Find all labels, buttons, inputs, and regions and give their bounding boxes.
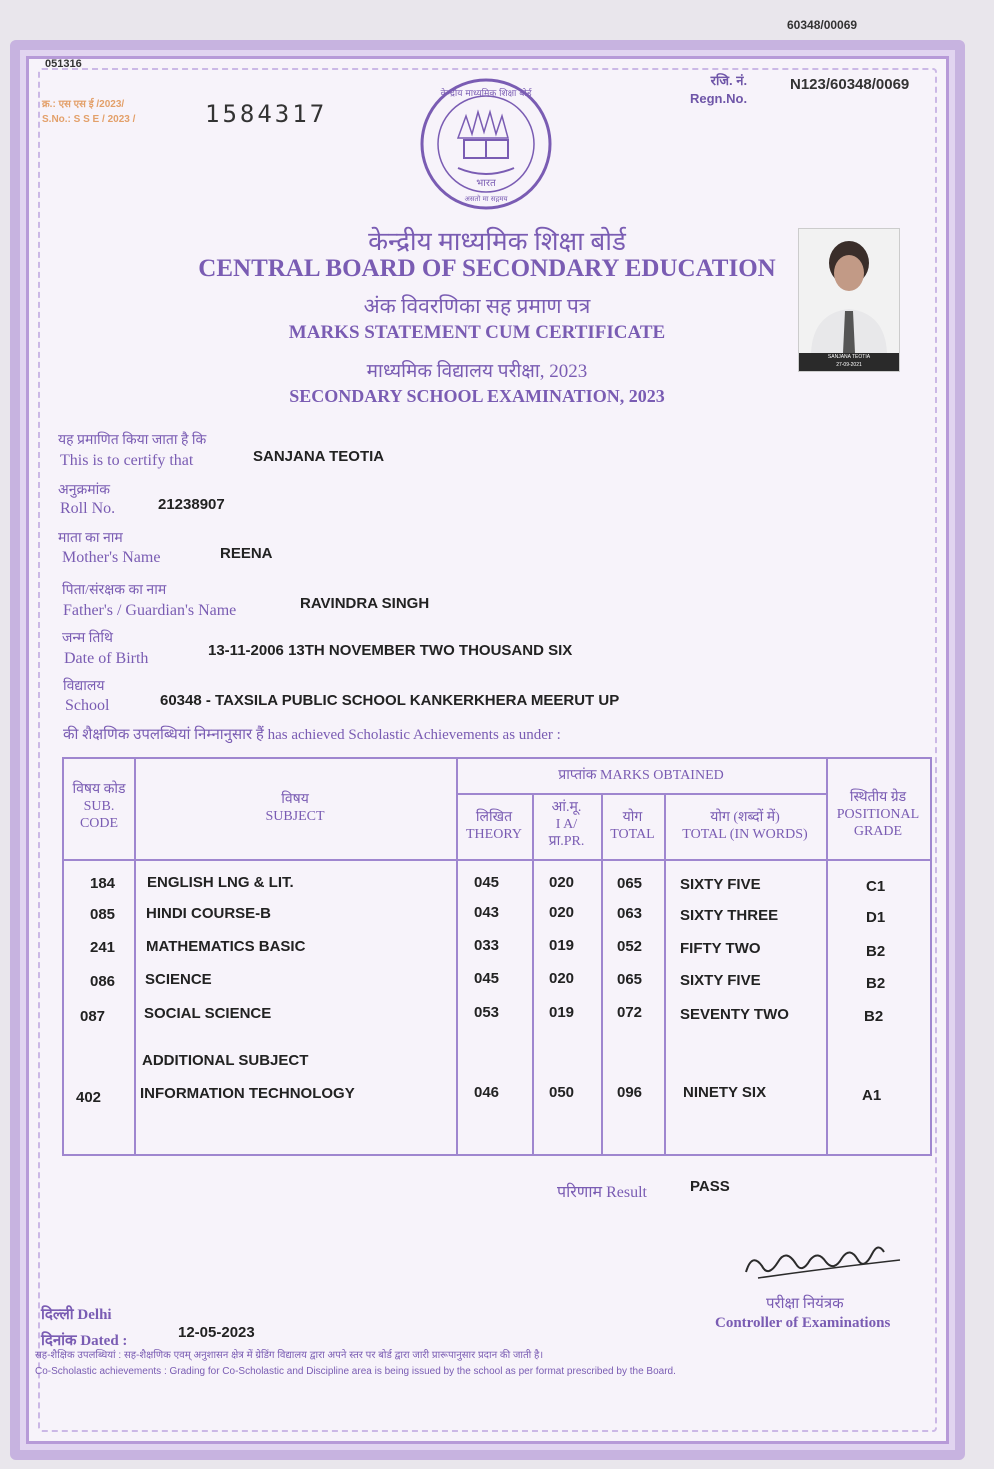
school-label-en: School	[65, 697, 110, 714]
achieve-line	[63, 724, 561, 744]
emblem-text-top: केन्द्रीय माध्यमिक शिक्षा बोर्ड	[440, 89, 532, 99]
row-code: 241	[90, 939, 116, 956]
dated-label-en: Dated :	[80, 1333, 128, 1349]
row-ia: 019	[549, 937, 575, 954]
dated-label	[41, 1330, 127, 1350]
result-label-en: Result	[606, 1184, 647, 1201]
row-code: 085	[90, 906, 116, 923]
father-label-hi: पिता/संरक्षक का नाम	[62, 583, 167, 598]
header-total-en: TOTAL	[610, 827, 655, 842]
header-marks-en: MARKS OBTAINED	[600, 768, 724, 783]
note-hi: सह-शैक्षिक उपलब्धियां : सह-शैक्षणिक एवम् अनुशासन क्षेत्र में ग्रेडिंग विद्यालय द्वारा अपने स्तर पर बोर्ड द्वारा जारी प्रारूपानुसार प्रदान की जाती है।	[35, 1350, 544, 1361]
achieve-label-en: has achieved Scholastic Achievements as under :	[267, 727, 561, 743]
header-theory-hi: लिखित	[475, 810, 513, 825]
header-code-en2: CODE	[79, 816, 119, 831]
row-total: 065	[617, 971, 643, 988]
exam-title-hi: माध्यमिक विद्यालय परीक्षा, 2023	[366, 361, 588, 382]
place-label-en: Delhi	[77, 1307, 112, 1323]
roll-label-hi: अनुक्रमांक	[58, 483, 110, 498]
row-grade: A1	[862, 1087, 882, 1104]
row-grade: D1	[866, 909, 886, 926]
row-words: NINETY SIX	[683, 1084, 767, 1101]
row-total: 065	[617, 875, 643, 892]
note-en: Co-Scholastic achievements : Grading for Co-Scholastic and Discipline area is being issued by the school as per format prescribed by the Board.	[35, 1366, 676, 1377]
row-code: 184	[90, 875, 116, 892]
row-words: SIXTY FIVE	[680, 876, 761, 893]
header-marks-hi: प्राप्तांक	[558, 768, 597, 783]
row-code: 402	[76, 1089, 102, 1106]
row-total: 072	[617, 1004, 643, 1021]
person-silhouette-icon	[799, 229, 899, 353]
row-grade: B2	[866, 943, 886, 960]
regn-number: N123/60348/0069	[790, 76, 910, 93]
row-theory: 045	[474, 874, 500, 891]
row-total: 052	[617, 938, 643, 955]
marks-table	[62, 757, 932, 1156]
mother-name: REENA	[220, 545, 273, 562]
row-ia: 050	[549, 1084, 575, 1101]
header-code-en1: SUB.	[83, 799, 115, 814]
header-subject-en: SUBJECT	[265, 809, 325, 824]
co-scholastic-note	[35, 1348, 915, 1380]
header-ia-pr: प्रा.PR.	[548, 834, 585, 849]
row-ia: 020	[549, 904, 575, 921]
row-total: 096	[617, 1084, 643, 1101]
row-words: SEVENTY TWO	[680, 1006, 789, 1023]
header-subject-hi: विषय	[281, 792, 309, 807]
issue-date: 12-05-2023	[178, 1324, 255, 1341]
roll-number: 21238907	[158, 496, 225, 513]
row-words: SIXTY THREE	[680, 907, 779, 924]
photo-caption-date: 27-09-2021	[836, 362, 862, 368]
row-total: 063	[617, 905, 643, 922]
header-ia-hi: आं.मू.	[551, 800, 582, 815]
row-grade: B2	[864, 1008, 884, 1025]
achieve-label-hi: की शैक्षणिक उपलब्धियां निम्नानुसार हैं	[63, 727, 264, 743]
header-words-hi: योग (शब्दों में)	[710, 810, 780, 825]
dob-label-en: Date of Birth	[64, 650, 149, 667]
statement-title-en: MARKS STATEMENT CUM CERTIFICATE	[288, 322, 666, 343]
result-label	[557, 1180, 647, 1202]
header-total-hi: योग	[622, 810, 643, 825]
mother-label-hi: माता का नाम	[58, 531, 123, 546]
regn-label-hi: रजि. नं.	[710, 73, 748, 88]
certificate-number: 1584317	[205, 100, 328, 128]
serial-left: 051316	[45, 58, 82, 70]
result-value: PASS	[690, 1178, 730, 1195]
certify-label-en: This is to certify that	[60, 452, 194, 469]
school-value: 60348 - TAXSILA PUBLIC SCHOOL KANKERKHERA MEERUT UP	[160, 692, 620, 709]
row-subject: ENGLISH LNG & LIT.	[147, 874, 294, 891]
additional-subject-label: ADDITIONAL SUBJECT	[142, 1052, 309, 1069]
cbse-emblem-icon	[418, 76, 554, 212]
row-subject: SOCIAL SCIENCE	[144, 1005, 272, 1022]
roll-label-en: Roll No.	[60, 500, 116, 517]
row-ia: 020	[549, 970, 575, 987]
father-label-en: Father's / Guardian's Name	[63, 602, 237, 619]
row-code: 087	[80, 1008, 106, 1025]
row-subject: MATHEMATICS BASIC	[146, 938, 306, 955]
exam-title-en: SECONDARY SCHOOL EXAMINATION, 2023	[289, 386, 665, 406]
board-title-hi: केन्द्रीय माध्यमिक शिक्षा बोर्ड	[368, 227, 626, 256]
row-code: 086	[90, 973, 116, 990]
emblem-text-bottom: असतो मा सद्गमय	[464, 195, 508, 203]
sr-no-en: S.No.: S S E / 2023 /	[42, 114, 136, 125]
header-code-hi: विषय कोड	[72, 782, 126, 797]
row-ia: 019	[549, 1004, 575, 1021]
row-theory: 046	[474, 1084, 500, 1101]
header-theory-en: THEORY	[466, 827, 522, 842]
row-grade: B2	[866, 975, 886, 992]
row-theory: 045	[474, 970, 500, 987]
header-grade-hi: स्थितीय ग्रेड	[849, 790, 907, 805]
row-subject: SCIENCE	[145, 971, 212, 988]
row-theory: 033	[474, 937, 500, 954]
header-theory	[456, 809, 532, 843]
photo-caption-name: SANJANA TEOTIA	[827, 354, 871, 360]
row-theory: 043	[474, 904, 500, 921]
candidate-name: SANJANA TEOTIA	[253, 448, 385, 465]
row-theory: 053	[474, 1004, 500, 1021]
row-subject: INFORMATION TECHNOLOGY	[140, 1085, 355, 1102]
result-label-hi: परिणाम	[557, 1184, 603, 1201]
top-control-code: 60348/00069	[787, 18, 858, 32]
row-ia: 020	[549, 874, 575, 891]
controller-label-hi: परीक्षा नियंत्रक	[766, 1296, 844, 1312]
header-marks-obtained	[456, 767, 826, 784]
header-ia-en: I A/	[555, 817, 578, 832]
regn-label	[690, 72, 747, 108]
header-total	[601, 809, 664, 843]
emblem-text-mid: भारत	[476, 178, 496, 189]
controller-label-en: Controller of Examinations	[715, 1315, 891, 1331]
regn-label-en: Regn.No.	[690, 91, 748, 106]
header-grade-en1: POSITIONAL	[836, 807, 920, 822]
dob-label-hi: जन्म तिथि	[62, 631, 113, 646]
header-grade-en2: GRADE	[853, 824, 903, 839]
header-ia	[532, 799, 601, 850]
header-grade	[826, 789, 930, 840]
row-words: FIFTY TWO	[680, 940, 761, 957]
candidate-photo	[798, 228, 900, 372]
mother-label-en: Mother's Name	[62, 549, 161, 566]
dated-label-hi: दिनांक	[41, 1333, 77, 1349]
father-name: RAVINDRA SINGH	[300, 595, 430, 612]
header-total-words	[664, 809, 826, 843]
signature-icon	[738, 1232, 908, 1292]
photo-caption	[799, 353, 899, 371]
sr-no-label	[42, 97, 135, 127]
dob-value: 13-11-2006 13TH NOVEMBER TWO THOUSAND SIX	[208, 642, 573, 659]
school-label-hi: विद्यालय	[63, 679, 105, 694]
sr-no-hi: क्र.: एस एस ई /2023/	[42, 99, 125, 110]
row-subject: HINDI COURSE-B	[146, 905, 272, 922]
header-sub-code	[64, 781, 134, 832]
row-grade: C1	[866, 878, 886, 895]
place-label	[41, 1304, 112, 1324]
board-title-en: CENTRAL BOARD OF SECONDARY EDUCATION	[198, 255, 776, 282]
place-label-hi: दिल्ली	[41, 1307, 74, 1323]
certify-label-hi: यह प्रमाणित किया जाता है कि	[58, 433, 207, 448]
statement-title-hi: अंक विवरणिका सह प्रमाण पत्र	[363, 294, 591, 318]
header-words-en: TOTAL (IN WORDS)	[682, 827, 808, 842]
header-subject	[134, 791, 456, 825]
row-words: SIXTY FIVE	[680, 972, 761, 989]
